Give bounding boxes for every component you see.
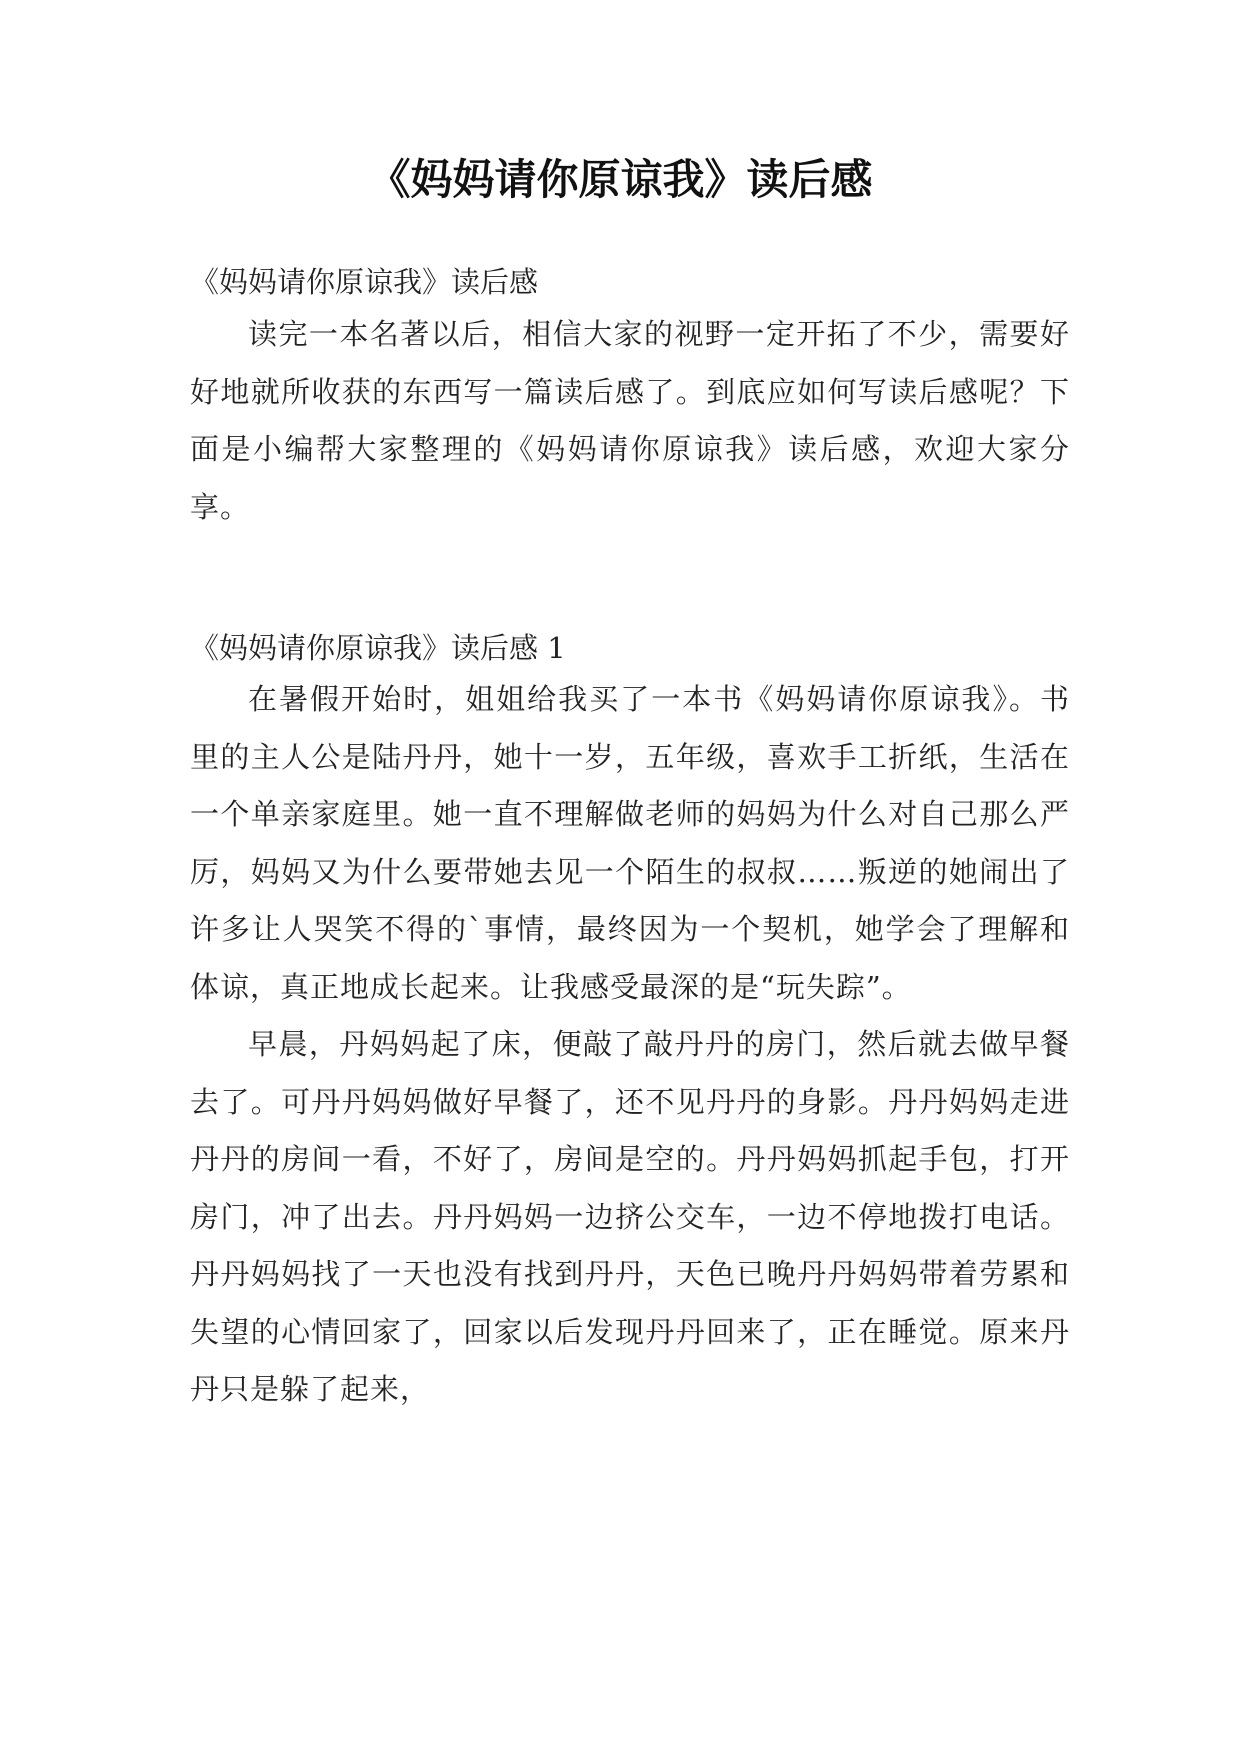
- intro-heading: 《妈妈请你原谅我》读后感: [190, 265, 539, 299]
- section1-paragraph-1: 在暑假开始时，姐姐给我买了一本书《妈妈请你原谅我》。书里的主人公是陆丹丹，她十一岁，五年级，喜欢手工折纸，生活在一个单亲家庭里。她一直不理解做老师的妈妈为什么对自己那么严厉，妈妈又为什么要带她去见一个陌生的叔叔……叛逆的她闹出了许多让人哭笑不得的`事情，最终因为一个契机，她学会了理解和体谅，真正地成长起来。让我感受最深的是“玩失踪”。: [190, 682, 1070, 1004]
- intro-block: [190, 306, 1070, 536]
- document-title: 《妈妈请你原谅我》读后感: [368, 155, 873, 204]
- section1-heading: 《妈妈请你原谅我》读后感 1: [190, 631, 566, 665]
- section1-block: [190, 671, 1070, 1419]
- section1-paragraph-2: 早晨，丹妈妈起了床，便敲了敲丹丹的房门，然后就去做早餐去了。可丹丹妈妈做好早餐了，还不见丹丹的身影。丹丹妈妈走进丹丹的房间一看，不好了，房间是空的。丹丹妈妈抓起手包，打开房门，冲了出去。丹丹妈妈一边挤公交车，一边不停地拨打电话。丹丹妈妈找了一天也没有找到丹丹，天色已晚丹丹妈妈带着劳累和失望的心情回家了，回家以后发现丹丹回来了，正在睡觉。原来丹丹只是躲了起来，: [190, 1027, 1070, 1406]
- intro-paragraph: 读完一本名著以后，相信大家的视野一定开拓了不少，需要好好地就所收获的东西写一篇读后感了。到底应如何写读后感呢？下面是小编帮大家整理的《妈妈请你原谅我》读后感，欢迎大家分享。: [190, 317, 1070, 524]
